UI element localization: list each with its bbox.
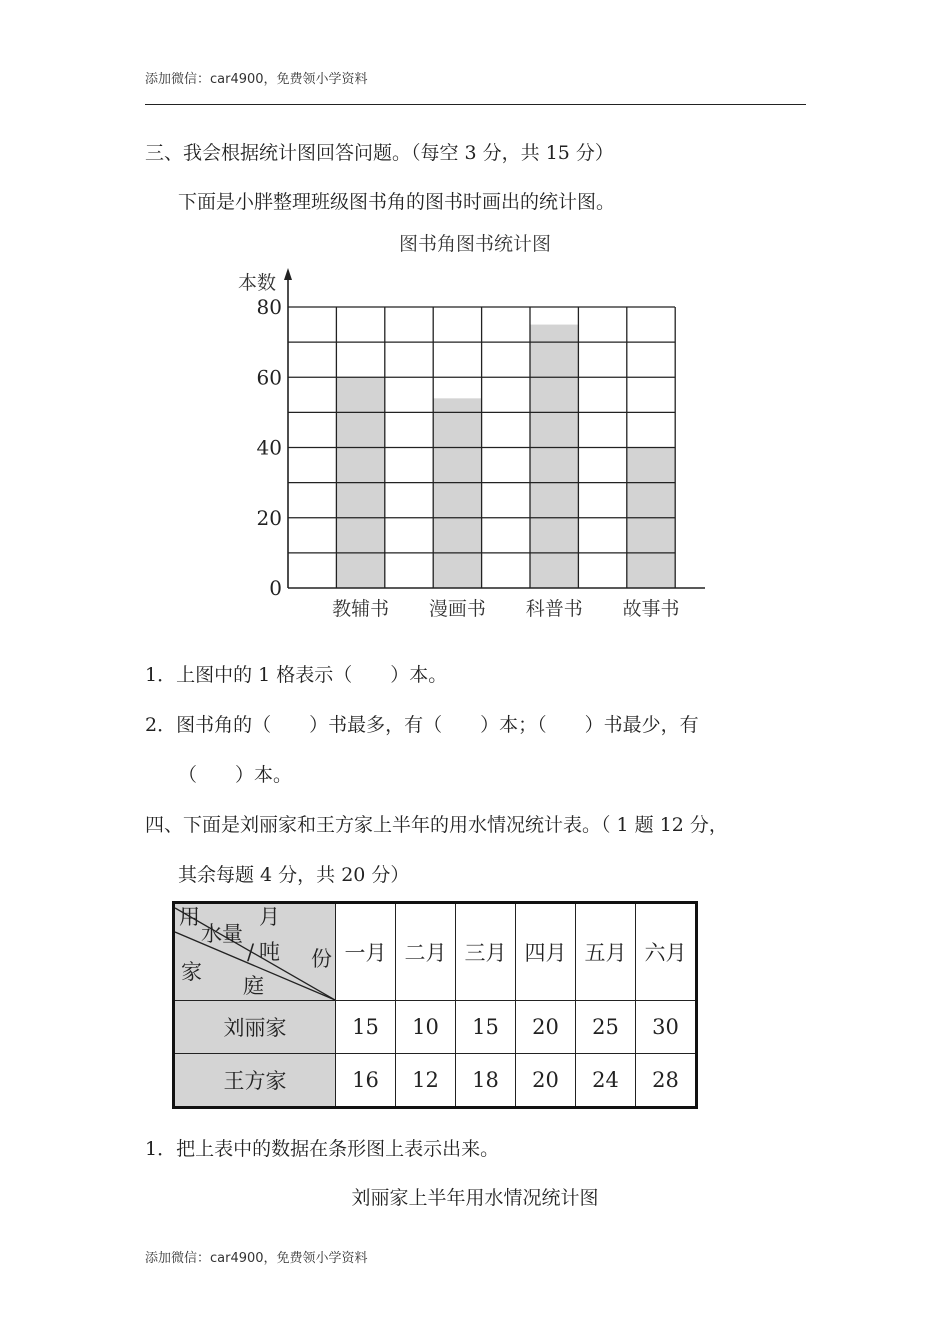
x-category-label: 教辅书 [332, 598, 390, 620]
x-category-label: 科普书 [525, 598, 583, 620]
section3-intro: 下面是小胖整理班级图书角的图书时画出的统计图。 [178, 191, 616, 213]
table-header-row [174, 903, 697, 1001]
question-3-2-cont: （ ）本。 [178, 764, 293, 786]
table-row [174, 1054, 697, 1108]
diag-label-yong: 用 [179, 905, 200, 929]
chart-title: 图书角图书统计图 [398, 233, 551, 255]
table-cell: 15 [456, 1001, 516, 1054]
y-axis-arrow [284, 268, 292, 280]
x-category-label: 漫画书 [428, 598, 486, 620]
y-tick-label: 20 [256, 505, 282, 530]
water-usage-table [172, 901, 698, 1109]
x-category-label: 故事书 [622, 598, 680, 620]
diag-label-ting: 庭 [243, 974, 264, 998]
diagonal-header-cell [174, 903, 336, 1001]
chart2-title: 刘丽家上半年用水情况统计图 [351, 1187, 599, 1209]
month-header-2: 二月 [396, 903, 456, 1001]
y-axis-label: 本数 [238, 272, 277, 294]
y-tick-label: 40 [256, 435, 282, 460]
question-4-1: 1．把上表中的数据在条形图上表示出来。 [145, 1138, 500, 1160]
row-label-liuli: 刘丽家 [174, 1001, 336, 1054]
diag-label-fen: 份 [311, 947, 332, 971]
page-footer: 添加微信：car4900，免费领小学资料 [145, 1251, 368, 1266]
page-header: 添加微信：car4900，免费领小学资料 [145, 72, 368, 87]
table-cell: 18 [456, 1054, 516, 1108]
section4-title-cont: 其余每题 4 分，共 20 分） [178, 864, 410, 886]
diag-label-slash: / [247, 940, 255, 964]
month-header-3: 三月 [456, 903, 516, 1001]
month-header-5: 五月 [576, 903, 636, 1001]
diag-label-yue: 月 [259, 905, 280, 929]
month-header-1: 一月 [336, 903, 396, 1001]
table-cell: 15 [336, 1001, 396, 1054]
question-3-2: 2．图书角的（ ）书最多，有（ ）本；（ ）书最少，有 [145, 714, 699, 736]
diag-label-jia: 家 [181, 960, 202, 984]
table-cell: 30 [636, 1001, 697, 1054]
month-header-4: 四月 [516, 903, 576, 1001]
bar-3 [530, 325, 578, 588]
y-tick-label: 80 [256, 295, 282, 319]
table-cell: 28 [636, 1054, 697, 1108]
month-header-6: 六月 [636, 903, 697, 1001]
table-cell: 20 [516, 1054, 576, 1108]
section4-title: 四、下面是刘丽家和王方家上半年的用水情况统计表。（ 1 题 12 分， [145, 814, 728, 836]
diag-label-dun: 吨 [259, 940, 280, 964]
question-3-1: 1．上图中的 1 格表示（ ）本。 [145, 664, 448, 686]
table-cell: 10 [396, 1001, 456, 1054]
header-divider [145, 104, 806, 105]
y-tick-label: 0 [269, 576, 282, 600]
section3-title: 三、我会根据统计图回答问题。（每空 3 分，共 15 分） [145, 142, 614, 164]
table-cell: 20 [516, 1001, 576, 1054]
y-tick-label: 60 [256, 365, 282, 390]
table-cell: 12 [396, 1054, 456, 1108]
table-cell: 24 [576, 1054, 636, 1108]
table-cell: 25 [576, 1001, 636, 1054]
bar-2 [433, 398, 481, 588]
table-cell: 16 [336, 1054, 396, 1108]
diag-label-shuiliang: 水量 [201, 922, 243, 946]
book-bar-chart [225, 262, 725, 632]
table-row [174, 1001, 697, 1054]
row-label-wangfang: 王方家 [174, 1054, 336, 1108]
